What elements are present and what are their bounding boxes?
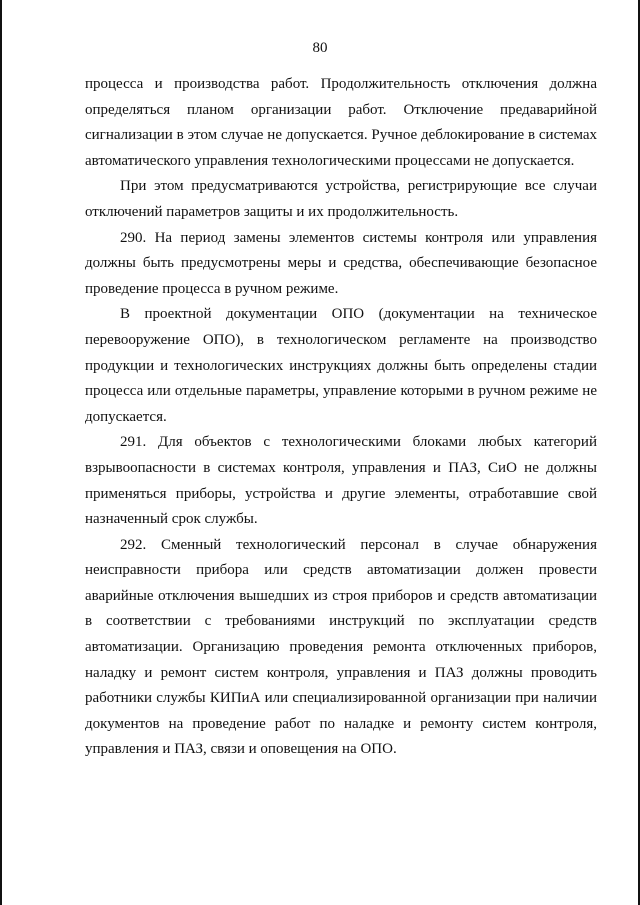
paragraph-clause-291: 291. Для объектов с технологическими блоками любых категорий взрывоопасности в системах контроля, управления и ПАЗ, СиО не должны применяться приборы, устройства и другие элементы, отработавшие свой назначенный срок службы.	[85, 434, 597, 528]
document-body	[85, 72, 597, 763]
paragraph-clause-292: 292. Сменный технологический персонал в случае обнаружения неисправности прибора или средств автоматизации должен провести аварийные отключения вышедших из строя приборов и средств автоматизации в соответствии с требованиями инструкций по эксплуатации средств автоматизации. Организацию проведения ремонта отключенных приборов, наладку и ремонт систем контроля, управления и ПАЗ должны проводить работники службы КИПиА или специализированной организации при наличии документов на проведение работ по наладке и ремонту систем контроля, управления и ПАЗ, связи и оповещения на ОПО.	[85, 536, 597, 758]
paragraph-clause-290: 290. На период замены элементов системы контроля или управления должны быть предусмотрены меры и средства, обеспечивающие безопасное проведение процесса в ручном режиме.	[85, 229, 597, 297]
page-number: 80	[312, 40, 328, 56]
paragraph-recording-devices: При этом предусматриваются устройства, регистрирующие все случаи отключений параметров защиты и их продолжительность.	[85, 178, 597, 220]
paragraph-continuation: процесса и производства работ. Продолжительность отключения должна определяться планом организации работ. Отключение предаварийной сигнализации в этом случае не допускается. Ручное деблокирование в системах автоматического управления технологическими процессами не допускается.	[85, 76, 597, 169]
paragraph-project-documentation: В проектной документации ОПО (документации на техническое перевооружение ОПО), в технологическом регламенте на производство продукции и технологических инструкциях должны быть определены стадии процесса или отдельные параметры, управление которыми в ручном режиме не допускается.	[85, 306, 597, 425]
